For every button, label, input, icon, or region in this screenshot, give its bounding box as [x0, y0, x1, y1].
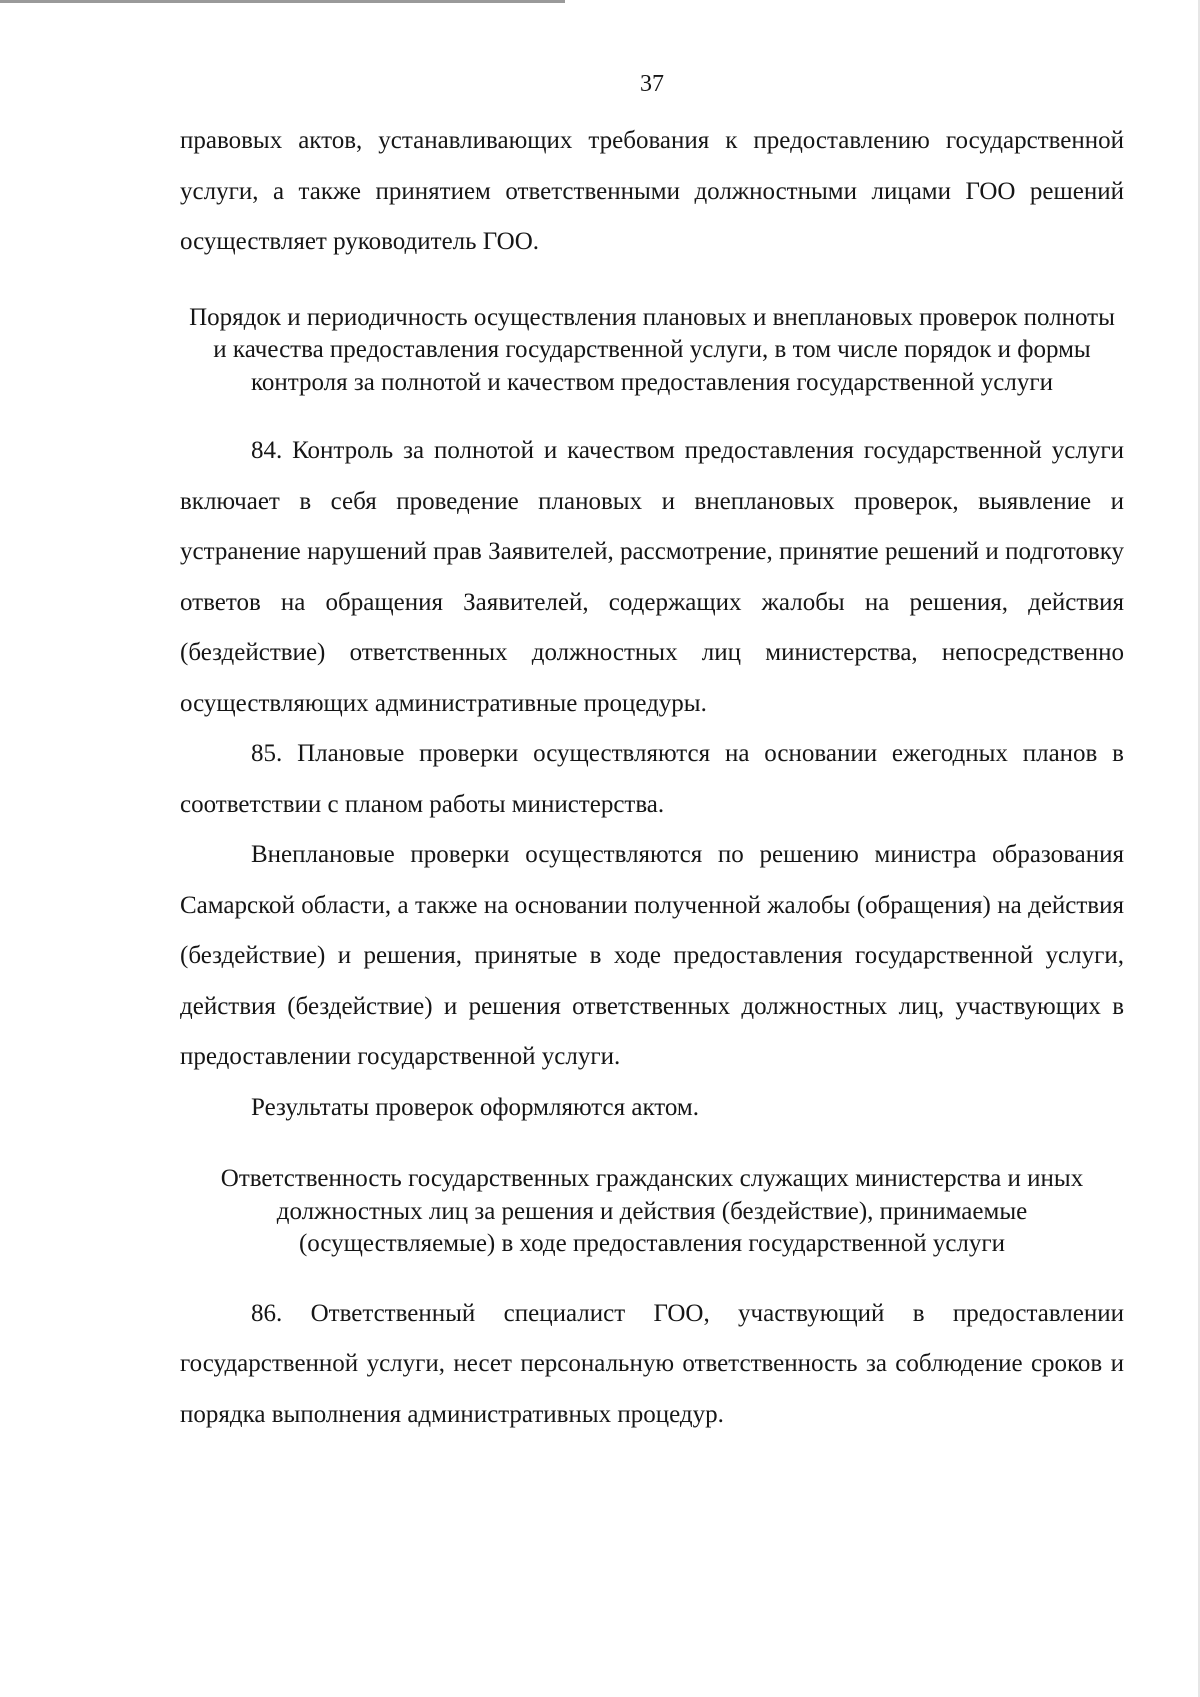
scan-artifact-top-line: [0, 0, 565, 3]
paragraph-84: 84. Контроль за полнотой и качеством предоставления государственной услуги включает в себя проведение плановых и внеплановых проверок, выявление и устранение нарушений прав Заявителей, рассмотрение, принятие решений и подготовку ответов на обращения Заявителей, содержащих жалобы на решения, действия (бездействие) ответственных должностных лиц министерства, непосредственно осуществляющих административные процедуры.: [180, 437, 1124, 717]
paragraph-continuation: правовых актов, устанавливающих требования к предоставлению государственной услуги, а также принятием ответственными должностными лицами ГОО решений осуществляет руководитель ГОО.: [180, 127, 1124, 255]
paragraph-inspection-results: Результаты проверок оформляются актом.: [251, 1093, 699, 1121]
page-number: 37: [640, 71, 664, 97]
section-heading-inspections: Порядок и периодичность осуществления плановых и внеплановых проверок полноты и качества предоставления государственной услуги, в том числе порядок и формы контроля за полнотой и качеством предоставления государственной услуги: [189, 303, 1115, 396]
paragraph-85: 85. Плановые проверки осуществляются на основании ежегодных планов в соответствии с планом работы министерства.: [180, 740, 1124, 818]
paragraph-86: 86. Ответственный специалист ГОО, участвующий в предоставлении государственной услуги, несет персональную ответственность за соблюдение сроков и порядка выполнения административных процедур.: [180, 1299, 1124, 1428]
document-page: [180, 60, 1124, 1440]
paragraph-unplanned-inspections: Внеплановые проверки осуществляются по решению министра образования Самарской области, а также на основании полученной жалобы (обращения) на действия (бездействие) и решения, принятые в ходе предоставления государственной услуги, действия (бездействие) и решения ответственных должностных лиц, участвующих в предоставлении государственной услуги.: [180, 841, 1124, 1070]
section-heading-responsibility: Ответственность государственных гражданских служащих министерства и иных должностных лиц за решения и действия (бездействие), принимаемые (осуществляемые) в ходе предоставления государственной услуги: [220, 1165, 1084, 1257]
